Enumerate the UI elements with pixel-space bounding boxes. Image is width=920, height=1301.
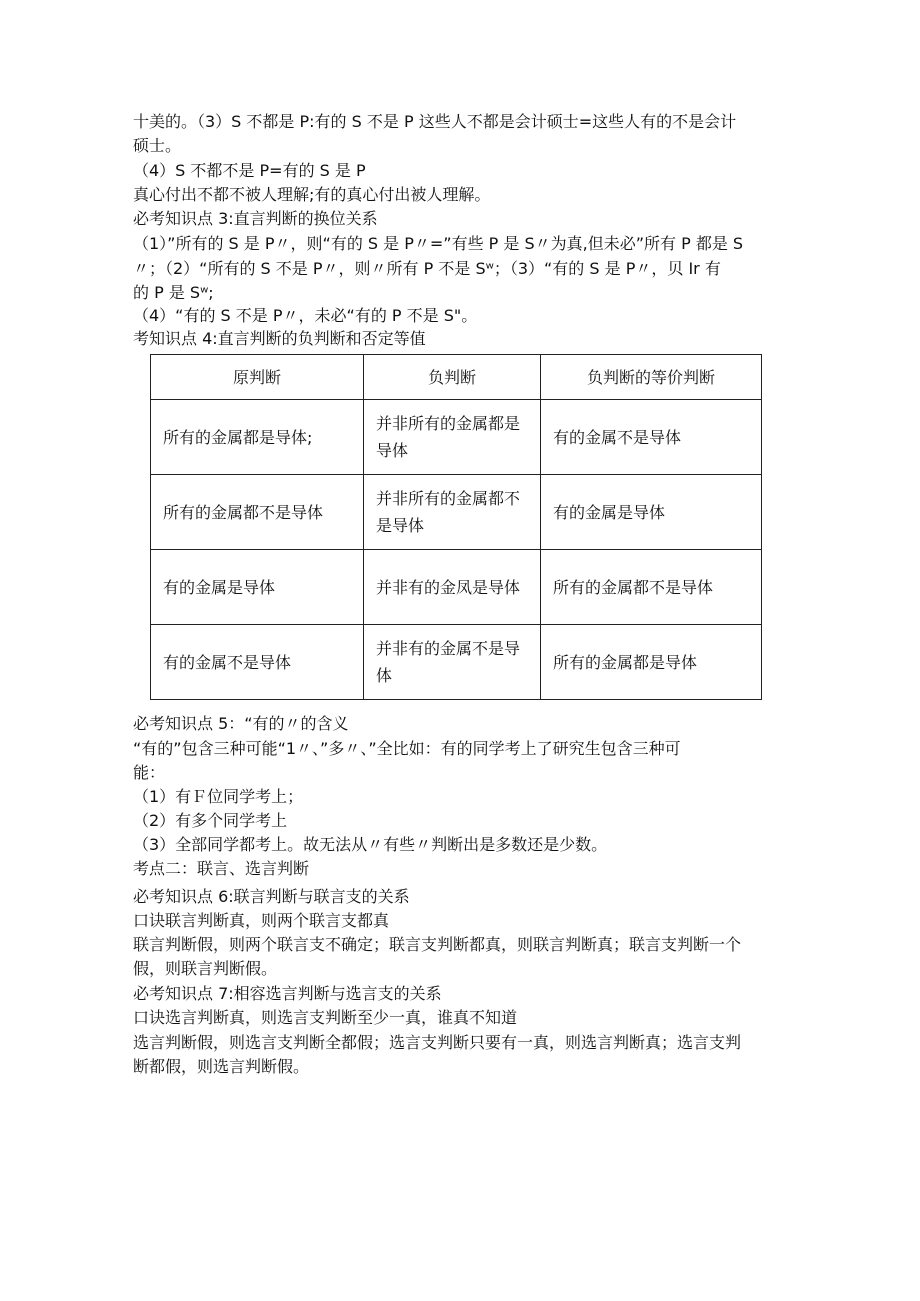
section-heading: 必考知识点 7:相容选言判断与选言支的关系 (133, 984, 442, 1003)
text-line: 口诀选言判断真，则选言支判断至少一真，谁真不知道 (133, 1008, 518, 1027)
table-cell: 有的金属不是导体 (151, 625, 364, 700)
text-line: （3）全部同学都考上。故无法从〃有些〃判断出是多数还是少数。 (133, 835, 608, 854)
text-line: “有的”包含三种可能“1〃、”多〃、”全比如：有的同学考上了研究生包含三种可 (133, 739, 681, 758)
table-cell: 并非有的金属不是导体 (364, 625, 541, 700)
judgment-table (150, 354, 762, 700)
table-cell: 有的金属不是导体 (541, 400, 762, 475)
table-row (151, 550, 762, 625)
column-header-negation: 负判断 (364, 355, 541, 400)
section-heading: 必考知识点 6:联言判断与联言支的关系 (133, 887, 410, 906)
text-line: （4）S 不都不是 P=有的 S 是 P (133, 161, 366, 180)
table-cell: 所有的金属都是导体; (151, 400, 364, 475)
table-cell: 所有的金属都不是导体 (541, 550, 762, 625)
section-heading: 考知识点 4:直言判断的负判断和否定等值 (133, 329, 426, 348)
table-row (151, 400, 762, 475)
text-line: 口诀联言判断真，则两个联言支都真 (133, 911, 390, 930)
text-line: 硕士。 (133, 136, 182, 155)
table-cell: 并非所有的金属都是导体 (364, 400, 541, 475)
column-header-original: 原判断 (151, 355, 364, 400)
table-header-row (151, 355, 762, 400)
text-line: （2）有多个同学考上 (133, 811, 288, 830)
table-row (151, 625, 762, 700)
column-header-equivalent: 负判断的等价判断 (541, 355, 762, 400)
table-cell: 并非所有的金属都不是导体 (364, 475, 541, 550)
table-row (151, 475, 762, 550)
text-line: 真心付出不都不被人理解;有的真心付出被人理解。 (133, 185, 491, 204)
text-line: 的 P 是 Sʷ; (133, 283, 214, 302)
text-line: 联言判断假，则两个联言支不确定；联言支判断都真，则联言判断真；联言支判断一个 (133, 935, 742, 954)
text-line: 〃；（2）“所有的 S 不是 P〃，则〃所有 P 不是 Sʷ；（3）“有的 S 是 P〃，贝 Ir 有 (133, 259, 721, 278)
text-line: 假，则联言判断假。 (133, 959, 278, 978)
text-line: 选言判断假，则选言支判断全都假；选言支判断只要有一真，则选言判断真；选言支判 (133, 1033, 742, 1052)
section-heading: 考点二：联言、选言判断 (133, 859, 310, 878)
table-cell: 并非有的金凤是导体 (364, 550, 541, 625)
table-cell: 有的金属是导体 (151, 550, 364, 625)
text-line: 能： (133, 763, 166, 782)
table-cell: 有的金属是导体 (541, 475, 762, 550)
table-cell: 所有的金属都不是导体 (151, 475, 364, 550)
text-line: 十美的。（3）S 不都是 P:有的 S 不是 P 这些人不都是会计硕士=这些人有的不是会计 (133, 112, 737, 131)
text-line: 断都假，则选言判断假。 (133, 1057, 310, 1076)
table-cell: 所有的金属都是导体 (541, 625, 762, 700)
text-line: （4）“有的 S 不是 P〃，未必“有的 P 不是 S"。 (133, 306, 478, 325)
section-heading: 必考知识点 3:直言判断的换位关系 (133, 209, 378, 228)
text-line: （1）有Ｆ位同学考上； (133, 787, 304, 806)
text-line: （1）”所有的 S 是 P〃，则“有的 S 是 P〃=”有些 P 是 S〃为真,但未必”所有 P 都是 S (133, 234, 744, 253)
section-heading: 必考知识点 5：“有的〃的含义 (133, 714, 349, 733)
